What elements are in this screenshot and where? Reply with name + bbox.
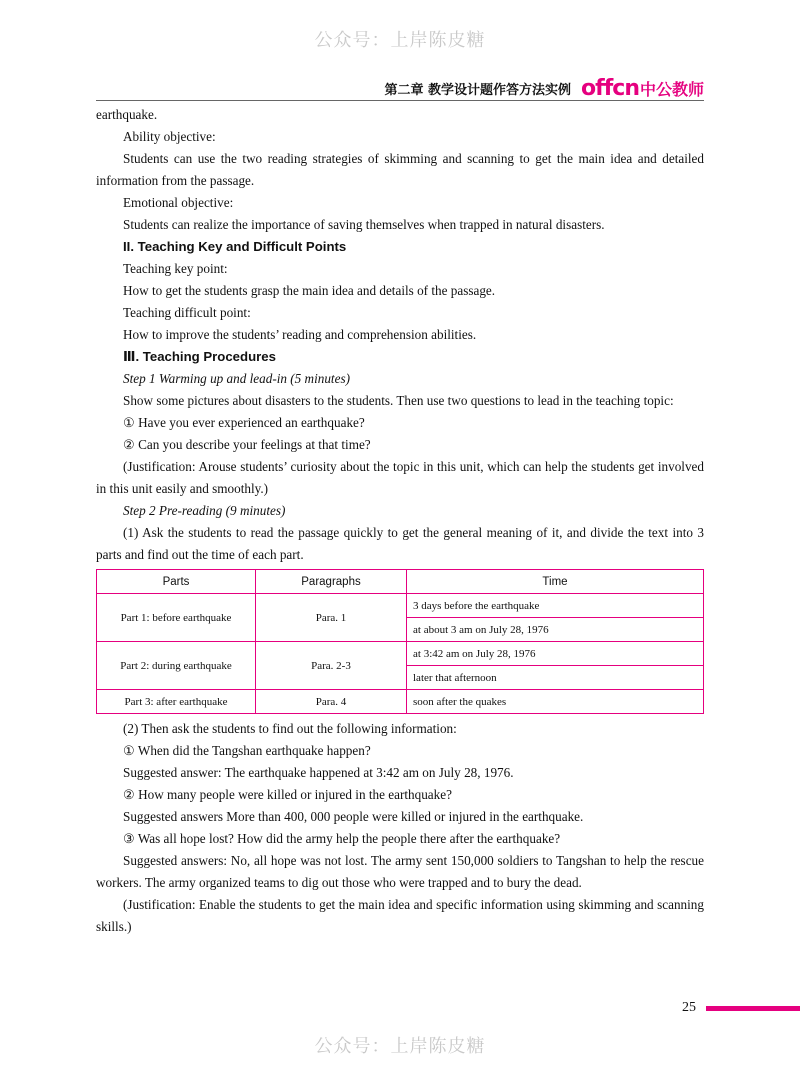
page-body bbox=[96, 104, 704, 938]
text-line: Teaching difficult point: bbox=[123, 305, 251, 320]
table-header: Time bbox=[407, 570, 704, 594]
table-row bbox=[97, 690, 704, 714]
header-divider bbox=[96, 100, 704, 101]
question: ② How many people were killed or injured in the earthquake? bbox=[123, 787, 452, 802]
page-number: 25 bbox=[682, 1000, 696, 1015]
text-line: How to improve the students’ reading and comprehension abilities. bbox=[123, 327, 477, 342]
table-header: Parts bbox=[97, 570, 256, 594]
text-line: earthquake. bbox=[96, 107, 158, 122]
text-line: Students can realize the importance of saving themselves when trapped in natural disasters. bbox=[123, 217, 605, 232]
table-cell-time: at about 3 am on July 28, 1976 bbox=[407, 618, 704, 642]
table-row bbox=[97, 642, 704, 666]
question: ① Have you ever experienced an earthquake? bbox=[123, 415, 365, 430]
text-line: How to get the students grasp the main idea and details of the passage. bbox=[123, 283, 496, 298]
page-number-bar bbox=[706, 1006, 800, 1011]
section-heading: Ⅲ. Teaching Procedures bbox=[123, 349, 276, 364]
question: ① When did the Tangshan earthquake happen? bbox=[123, 743, 371, 758]
table-cell-time: 3 days before the earthquake bbox=[407, 594, 704, 618]
table-cell-time: at 3:42 am on July 28, 1976 bbox=[407, 642, 704, 666]
text-line: (2) Then ask the students to find out the following information: bbox=[123, 721, 457, 736]
text-line: Teaching key point: bbox=[123, 261, 228, 276]
step-heading: Step 1 Warming up and lead-in (5 minutes) bbox=[123, 371, 350, 386]
section-heading: II. Teaching Key and Difficult Points bbox=[123, 239, 347, 254]
answer: Suggested answer: The earthquake happened at 3:42 am on July 28, 1976. bbox=[123, 765, 514, 780]
table-cell-part: Part 3: after earthquake bbox=[97, 690, 256, 714]
justification: (Justification: Enable the students to get the main idea and specific information using skimming and scanning skills.) bbox=[96, 897, 704, 934]
watermark-top: 公众号：上岸陈皮糖 bbox=[314, 30, 486, 51]
watermark-bottom: 公众号：上岸陈皮糖 bbox=[314, 1036, 486, 1057]
logo-text-cn: 中公教师 bbox=[639, 80, 704, 99]
question: ② Can you describe your feelings at that time? bbox=[123, 437, 371, 452]
logo-text-en: offcn bbox=[581, 76, 639, 101]
question: ③ Was all hope lost? How did the army help the people there after the earthquake? bbox=[123, 831, 561, 846]
answer: Suggested answers More than 400, 000 people were killed or injured in the earthquake. bbox=[123, 809, 584, 824]
justification: (Justification: Arouse students’ curiosity about the topic in this unit, which can help the students get involved in this unit easily and smoothly.) bbox=[96, 459, 704, 496]
table-cell-para: Para. 2-3 bbox=[256, 642, 407, 690]
table-cell-part: Part 1: before earthquake bbox=[97, 594, 256, 642]
page-header bbox=[384, 76, 704, 101]
text-line: Ability objective: bbox=[123, 129, 216, 144]
step-heading: Step 2 Pre-reading (9 minutes) bbox=[123, 503, 286, 518]
answer: Suggested answers: No, all hope was not lost. The army sent 150,000 soldiers to Tangshan to help the rescue workers. The army organized teams to dig out those who were trapped and to bury the dead. bbox=[96, 853, 704, 890]
text-line: (1) Ask the students to read the passage quickly to get the general meaning of it, and divide the text into 3 parts and find out the time of each part. bbox=[96, 525, 704, 562]
text-line: Show some pictures about disasters to the students. Then use two questions to lead in the teaching topic: bbox=[123, 393, 674, 408]
parts-table bbox=[96, 569, 704, 714]
table-cell-para: Para. 4 bbox=[256, 690, 407, 714]
table-cell-time: later that afternoon bbox=[407, 666, 704, 690]
text-line: Students can use the two reading strategies of skimming and scanning to get the main idea and detailed information from the passage. bbox=[96, 151, 704, 188]
chapter-title: 第二章 教学设计题作答方法实例 bbox=[384, 83, 572, 98]
table-header: Paragraphs bbox=[256, 570, 407, 594]
offcn-logo bbox=[581, 76, 704, 101]
text-line: Emotional objective: bbox=[123, 195, 234, 210]
table-row bbox=[97, 594, 704, 618]
table-header-row bbox=[97, 570, 704, 594]
table-cell-part: Part 2: during earthquake bbox=[97, 642, 256, 690]
table-cell-time: soon after the quakes bbox=[407, 690, 704, 714]
table-cell-para: Para. 1 bbox=[256, 594, 407, 642]
